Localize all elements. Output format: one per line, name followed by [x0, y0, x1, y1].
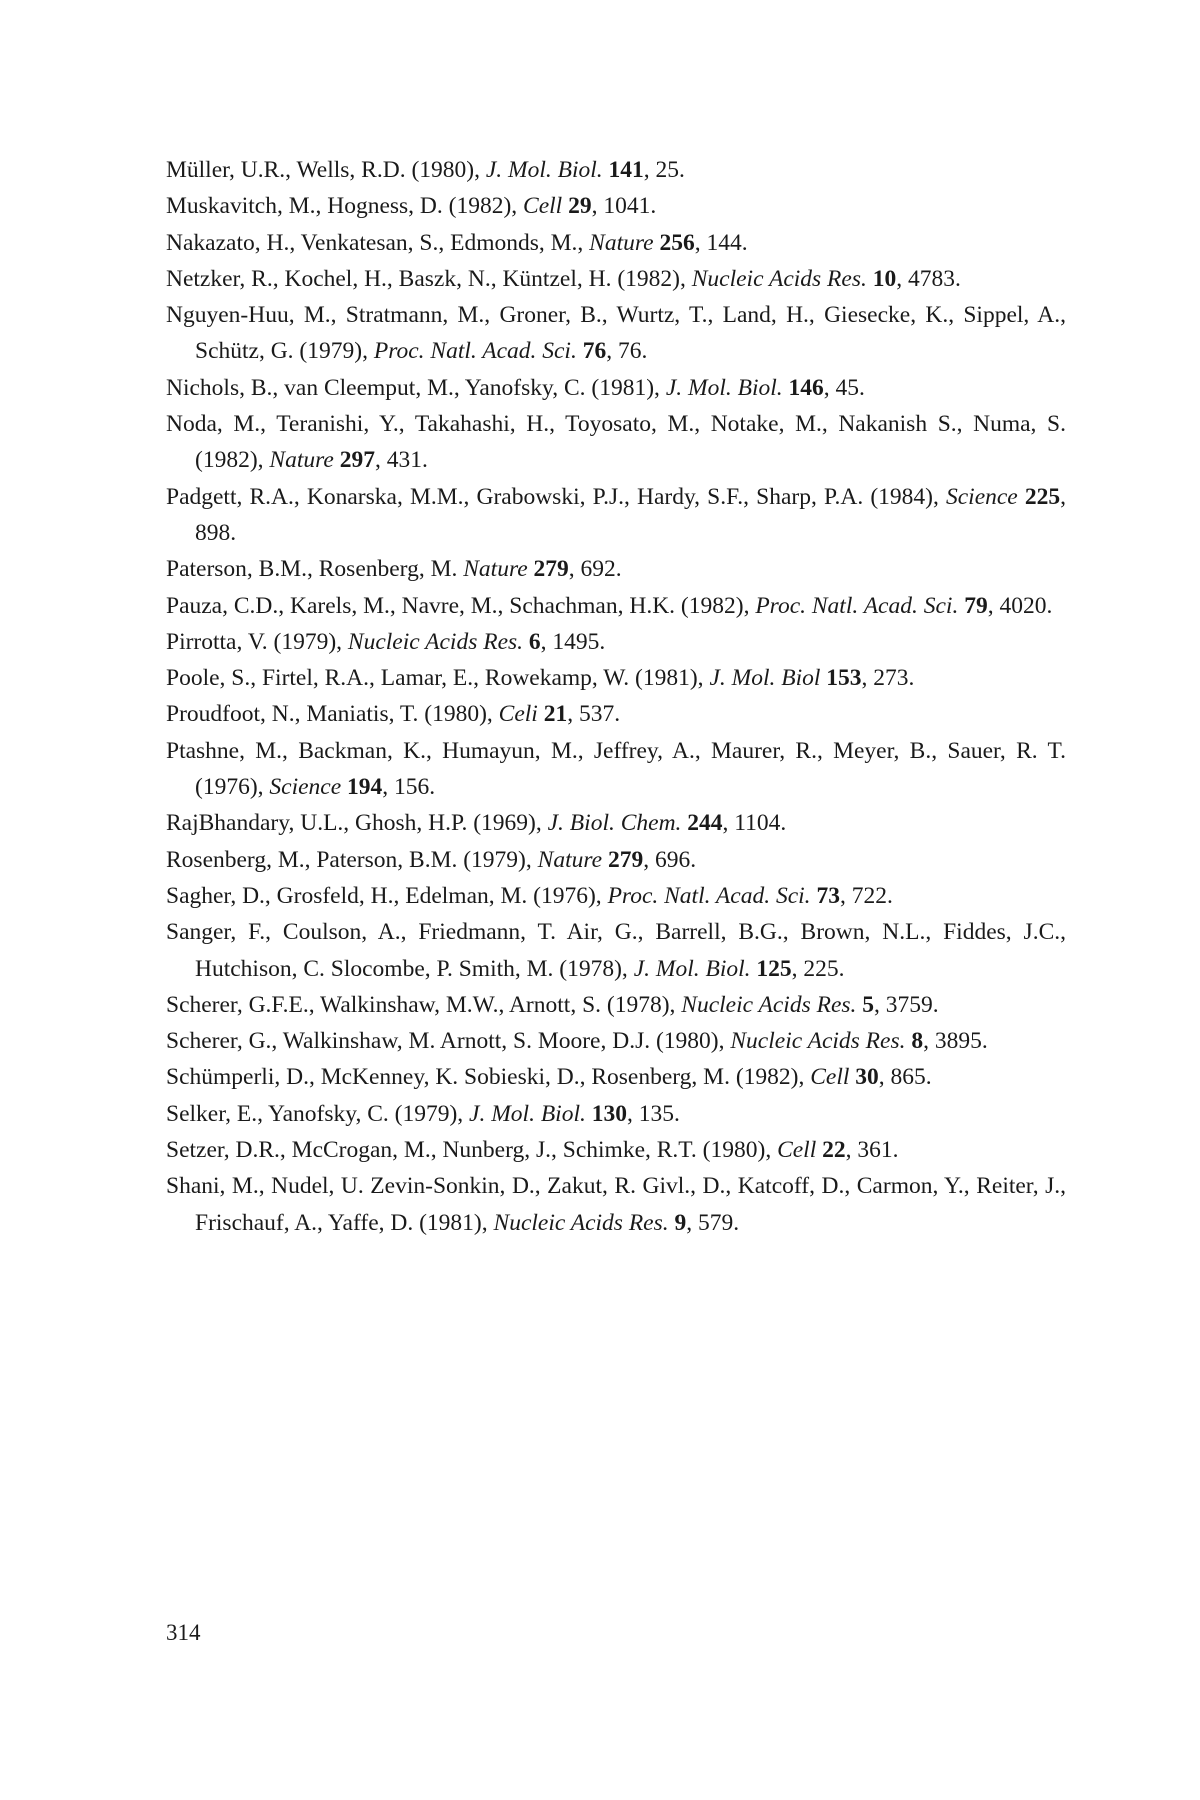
ref-journal: Celi [498, 701, 538, 728]
ref-authors: Netzker, R., Kochel, H., Baszk, N., Küntzel, H. (1982), [166, 265, 692, 292]
ref-pages: , 144. [694, 229, 748, 256]
ref-volume: 22 [822, 1137, 846, 1164]
ref-pages: , 1041. [591, 193, 657, 220]
ref-pages: , 3895. [923, 1028, 988, 1055]
reference-entry [166, 588, 1066, 624]
ref-pages: , 273. [861, 665, 915, 692]
ref-pages: , 225. [791, 955, 845, 982]
ref-volume: 8 [911, 1028, 924, 1055]
ref-authors: Pirrotta, V. (1979), [166, 628, 348, 655]
reference-entry [166, 660, 1066, 696]
ref-pages: , 865. [878, 1064, 932, 1091]
ref-journal: Science [945, 483, 1018, 510]
ref-journal: Nature [269, 447, 334, 474]
ref-pages: , 25. [643, 157, 685, 183]
reference-entry [166, 1168, 1066, 1241]
ref-authors: Nichols, B., van Cleemput, M., Yanofsky, C. (1981), [166, 374, 666, 401]
ref-volume: 6 [528, 628, 541, 655]
reference-entry [166, 188, 1066, 224]
reference-entry [166, 225, 1066, 261]
ref-volume: 146 [788, 374, 824, 401]
ref-journal: Nature [537, 846, 603, 873]
ref-journal: Proc. Natl. Acad. Sci. [607, 882, 811, 909]
reference-entry [166, 1059, 1066, 1095]
ref-authors: Muskavitch, M., Hogness, D. (1982), [166, 193, 524, 220]
ref-pages: , 898. [195, 483, 1067, 546]
reference-entry [166, 987, 1066, 1023]
ref-volume: 256 [659, 229, 695, 256]
reference-entry [166, 479, 1066, 552]
reference-entry [166, 733, 1066, 806]
ref-journal: Nucleic Acids Res. [681, 991, 857, 1018]
reference-entry [166, 152, 1066, 188]
reference-entry [166, 406, 1066, 479]
ref-authors: Sanger, F., Coulson, A., Friedmann, T. Air, G., Barrell, B.G., Brown, N.L., Fiddes, J.C., Hutchison, C. Slocombe, P. Smith, M. (1978), [166, 919, 1066, 982]
ref-pages: , 4783. [896, 265, 961, 292]
reference-entry [166, 297, 1066, 370]
ref-volume: 297 [339, 447, 375, 474]
ref-pages: , 1104. [722, 810, 787, 837]
ref-journal: Cell [777, 1137, 817, 1164]
ref-authors: Paterson, B.M., Rosenberg, M. [166, 556, 464, 583]
reference-entry [166, 1132, 1066, 1168]
ref-volume: 30 [855, 1064, 879, 1091]
ref-volume: 130 [591, 1100, 627, 1127]
ref-journal: Nature [463, 556, 528, 583]
reference-entry [166, 1096, 1066, 1132]
ref-volume: 5 [862, 991, 875, 1018]
ref-volume: 225 [1024, 483, 1061, 510]
ref-volume: 10 [872, 265, 897, 292]
reference-entry [166, 696, 1066, 732]
ref-pages: , 579. [686, 1209, 740, 1236]
ref-volume: 76 [582, 338, 607, 365]
reference-entry [166, 805, 1066, 841]
ref-pages: , 1495. [540, 628, 606, 655]
ref-journal: J. Mol. Biol [709, 665, 821, 692]
ref-pages: , 361. [845, 1137, 899, 1164]
ref-authors: Nakazato, H., Venkatesan, S., Edmonds, M., [166, 229, 590, 256]
ref-pages: , 3759. [874, 991, 939, 1018]
ref-volume: 79 [964, 592, 988, 619]
reference-list [166, 152, 1066, 1241]
ref-pages: , 431. [374, 447, 428, 474]
ref-pages: , 45. [823, 374, 865, 401]
ref-volume: 153 [826, 665, 862, 692]
ref-volume: 125 [756, 955, 792, 982]
ref-volume: 244 [687, 810, 723, 837]
ref-authors: Müller, U.R., Wells, R.D. (1980), [166, 157, 486, 183]
ref-volume: 141 [608, 157, 644, 183]
page-number: 314 [166, 1620, 201, 1645]
ref-journal: J. Mol. Biol. [485, 157, 603, 183]
reference-entry [166, 842, 1066, 878]
ref-journal: Nucleic Acids Res. [730, 1028, 906, 1055]
ref-volume: 9 [674, 1209, 687, 1236]
reference-entry [166, 914, 1066, 987]
ref-journal: J. Mol. Biol. [665, 374, 783, 401]
ref-authors: Schümperli, D., McKenney, K. Sobieski, D., Rosenberg, M. (1982), [166, 1064, 811, 1091]
ref-authors: Scherer, G., Walkinshaw, M. Arnott, S. Moore, D.J. (1980), [166, 1028, 731, 1055]
ref-pages: , 135. [626, 1100, 680, 1127]
ref-authors: RajBhandary, U.L., Ghosh, H.P. (1969), [166, 810, 548, 837]
ref-volume: 194 [347, 774, 383, 801]
reference-page [166, 152, 1066, 1241]
ref-authors: Proudfoot, N., Maniatis, T. (1980), [166, 701, 499, 728]
ref-authors: Scherer, G.F.E., Walkinshaw, M.W., Arnott, S. (1978), [166, 991, 682, 1018]
ref-volume: 29 [568, 193, 592, 220]
ref-authors: Noda, M., Teranishi, Y., Takahashi, H., Toyosato, M., Notake, M., Nakanish S., Numa, S. (1982), [166, 411, 1066, 474]
ref-authors: Selker, E., Yanofsky, C. (1979), [166, 1100, 470, 1127]
reference-entry [166, 551, 1066, 587]
ref-journal: Nucleic Acids Res. [347, 628, 524, 655]
reference-entry [166, 370, 1066, 406]
ref-pages: , 696. [643, 846, 697, 873]
ref-pages: , 156. [382, 774, 436, 801]
ref-volume: 21 [543, 701, 568, 728]
ref-pages: , 4020. [987, 592, 1053, 619]
ref-pages: , 76. [606, 338, 648, 365]
ref-journal: J. Biol. Chem. [547, 810, 682, 837]
ref-journal: Proc. Natl. Acad. Sci. [373, 338, 577, 365]
ref-journal: Nucleic Acids Res. [493, 1209, 669, 1236]
ref-authors: Padgett, R.A., Konarska, M.M., Grabowski, P.J., Hardy, S.F., Sharp, P.A. (1984), [166, 483, 946, 510]
ref-journal: Cell [523, 193, 563, 220]
ref-journal: Science [269, 774, 342, 801]
ref-authors: Nguyen-Huu, M., Stratmann, M., Groner, B., Wurtz, T., Land, H., Giesecke, K., Sippel, A., Schütz, G. (1979), [166, 302, 1066, 365]
ref-journal: J. Mol. Biol. [469, 1100, 586, 1127]
ref-journal: Proc. Natl. Acad. Sci. [755, 592, 959, 619]
reference-entry [166, 1023, 1066, 1059]
ref-pages: , 692. [568, 556, 622, 583]
ref-authors: Sagher, D., Grosfeld, H., Edelman, M. (1976), [166, 882, 608, 909]
reference-entry [166, 624, 1066, 660]
ref-authors: Pauza, C.D., Karels, M., Navre, M., Schachman, H.K. (1982), [166, 592, 756, 619]
ref-authors: Shani, M., Nudel, U. Zevin-Sonkin, D., Zakut, R. Givl., D., Katcoff, D., Carmon, Y., Reiter, J., Frischauf, A., Yaffe, D. (1981), [166, 1173, 1066, 1236]
ref-authors: Ptashne, M., Backman, K., Humayun, M., Jeffrey, A., Maurer, R., Meyer, B., Sauer, R. T. (1976), [166, 737, 1066, 801]
ref-volume: 279 [533, 556, 569, 583]
ref-journal: Cell [810, 1064, 850, 1091]
ref-authors: Rosenberg, M., Paterson, B.M. (1979), [166, 846, 538, 873]
ref-pages: , 722. [839, 882, 893, 909]
reference-entry [166, 261, 1066, 297]
ref-pages: , 537. [567, 701, 621, 728]
reference-entry [166, 878, 1066, 914]
ref-journal: J. Mol. Biol. [633, 955, 751, 982]
ref-journal: Nucleic Acids Res. [691, 265, 867, 292]
ref-journal: Nature [589, 229, 654, 256]
ref-volume: 279 [607, 846, 644, 873]
ref-volume: 73 [816, 882, 840, 909]
ref-authors: Poole, S., Firtel, R.A., Lamar, E., Rowekamp, W. (1981), [166, 665, 710, 692]
ref-authors: Setzer, D.R., McCrogan, M., Nunberg, J., Schimke, R.T. (1980), [166, 1137, 778, 1164]
